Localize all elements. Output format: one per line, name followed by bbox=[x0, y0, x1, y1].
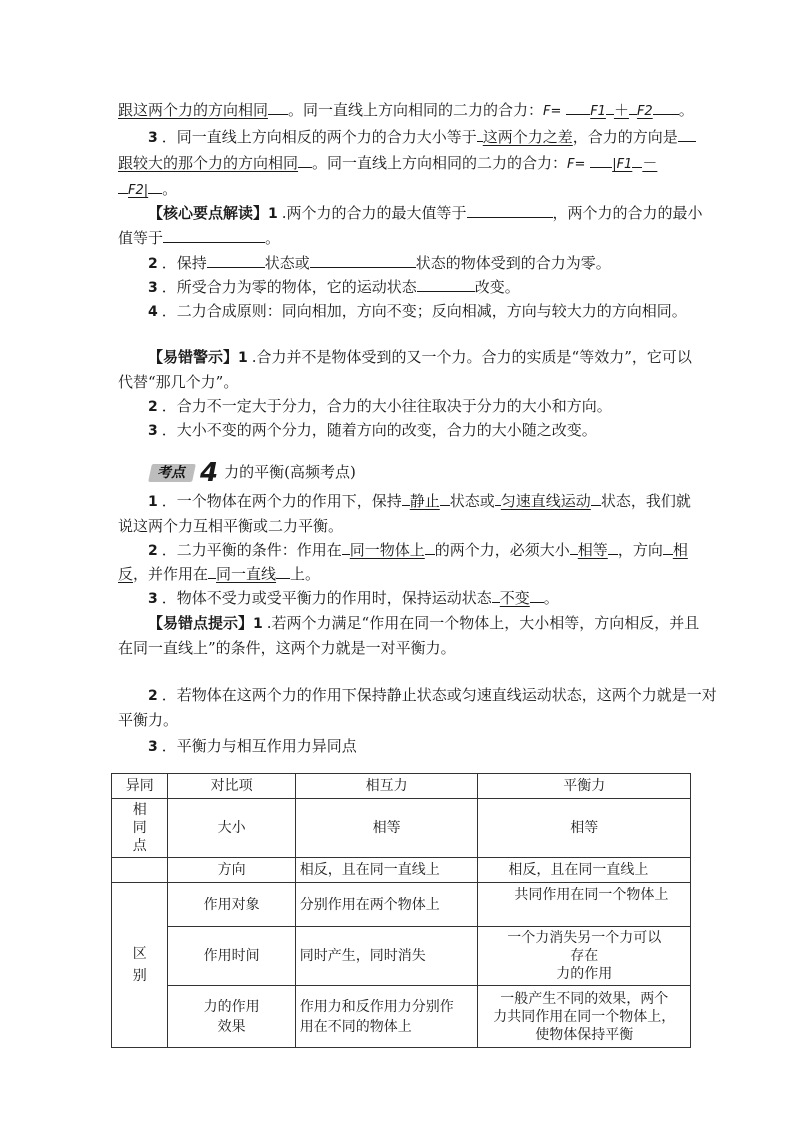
kaodian-number: 4 bbox=[200, 458, 219, 488]
para-line: 代替“那几个力”。 bbox=[118, 373, 239, 391]
answer: 同一直线 bbox=[216, 565, 277, 583]
para-line: 2 ．二力平衡的条件：作用在 同一物体上 的两个力，必须大小 相等 ，方向 相 bbox=[148, 541, 688, 559]
answer: |F1 bbox=[612, 157, 633, 172]
fill-blank bbox=[163, 227, 265, 243]
table-cell: 分别作用在两个物体上 bbox=[295, 883, 478, 927]
para-line: 3 ．平衡力与相互作用力异同点 bbox=[148, 737, 357, 755]
para-line: 3 ．大小不变的两个分力，随着方向的改变，合力的大小随之改变。 bbox=[148, 421, 597, 439]
table-cell: 相等 bbox=[478, 799, 691, 858]
table-cell: 一般产生不同的效果，两个 力共同作用在同一个物体上， 使物体保持平衡 bbox=[478, 986, 691, 1048]
fill-blank bbox=[310, 252, 416, 268]
para-line: 跟这两个力的方向相同 。同一直线上方向相同的二力的合力：F= F1 ＋ F2 。 bbox=[118, 101, 694, 119]
table-header: 对比项 bbox=[168, 774, 295, 799]
para-line: 3 ．同一直线上方向相反的两个力的合力大小等于 这两个力之差，合力的方向是 bbox=[148, 126, 696, 149]
table-cell: 共同作用在同一个物体上 bbox=[478, 883, 691, 927]
para-line: 4 ．二力合成原则：同向相加，方向不变；反向相减，方向与较大力的方向相同。 bbox=[148, 302, 687, 320]
para-line: 说这两个力互相平衡或二力平衡。 bbox=[118, 517, 344, 535]
answer: 同一物体上 bbox=[349, 541, 425, 559]
para-line: 跟较大的那个力的方向相同 。同一直线上方向相同的二力的合力：F= |F1 － bbox=[118, 154, 658, 172]
para-line: 平衡力。 bbox=[118, 711, 179, 729]
table-header: 平衡力 bbox=[478, 774, 691, 799]
kaodian-tag: 考点 bbox=[148, 464, 196, 482]
answer: 跟较大的那个力的方向相同 bbox=[118, 154, 299, 172]
section-label: 【核心要点解读】 bbox=[148, 204, 269, 222]
table-row bbox=[112, 883, 691, 927]
para-line: 2 ．若物体在这两个力的作用下保持静止状态或匀速直线运动状态，这两个力就是一对 bbox=[148, 686, 717, 704]
table-cell: 相 同 点 bbox=[112, 799, 168, 858]
answer: F1 bbox=[590, 104, 606, 119]
kaodian-title: 力的平衡(高频考点) bbox=[224, 463, 356, 481]
table-cell: 力的作用 效果 bbox=[168, 986, 295, 1048]
answer: 跟这两个力的方向相同 bbox=[118, 101, 269, 119]
fill-blank bbox=[417, 276, 475, 292]
answer: F2| bbox=[128, 183, 149, 198]
answer: 不变 bbox=[499, 589, 530, 607]
table-cell bbox=[112, 858, 168, 883]
para-line: F2| 。 bbox=[118, 178, 177, 202]
answer: F2 bbox=[636, 104, 653, 119]
tip-section: 【易错点提示】1 .若两个力满足“作用在同一个物体上，大小相等，方向相反，并且 bbox=[148, 614, 700, 632]
answer-blank bbox=[268, 99, 288, 115]
para-line: 在同一直线上”的条件，这两个力就是一对平衡力。 bbox=[118, 639, 456, 657]
answer: 反 bbox=[118, 565, 134, 583]
fill-blank bbox=[467, 202, 553, 218]
para-line: 反，并作用在 同一直线 上。 bbox=[118, 565, 321, 583]
answer: 匀速直线运动 bbox=[500, 492, 591, 510]
kaodian-heading bbox=[150, 458, 356, 488]
para-line: 值等于 。 bbox=[118, 229, 281, 247]
table-row bbox=[112, 799, 691, 858]
warn-section: 【易错警示】1 .合力并不是物体受到的又一个力。合力的实质是“等效力”，它可以 bbox=[148, 348, 692, 366]
para-line: 1 ．一个物体在两个力的作用下，保持 静止 状态或 匀速直线运动 状态，我们就 bbox=[148, 492, 691, 510]
answer: 这两个力之差 bbox=[482, 128, 573, 146]
table-cell: 作用时间 bbox=[168, 927, 295, 986]
fill-blank bbox=[207, 252, 265, 268]
table-cell: 同时产生，同时消失 bbox=[295, 927, 478, 986]
core-section: 【核心要点解读】1 .两个力的合力的最大值等于 ，两个力的合力的最小 bbox=[148, 204, 703, 222]
para-line: 2 ．保持 状态或 状态的物体受到的合力为零。 bbox=[148, 254, 611, 272]
table-cell: 一个力消失另一个力可以 存在 力的作用 bbox=[478, 927, 691, 986]
answer: 静止 bbox=[409, 492, 440, 510]
table-row bbox=[112, 986, 691, 1048]
comparison-table bbox=[111, 773, 691, 1048]
para-line: 3 ．物体不受力或受平衡力的作用时，保持运动状态 不变 。 bbox=[148, 589, 559, 607]
table-cell: 相等 bbox=[295, 799, 478, 858]
table-row bbox=[112, 858, 691, 883]
section-label: 【易错警示】 bbox=[148, 348, 239, 366]
answer: 相 bbox=[672, 541, 688, 559]
table-cell: 相反，且在同一直线上 bbox=[478, 858, 691, 883]
para-line: 2 ．合力不一定大于分力，合力的大小往往取决于分力的大小和方向。 bbox=[148, 397, 612, 415]
table-cell: 大小 bbox=[168, 799, 295, 858]
table-header: 异同 bbox=[112, 774, 168, 799]
section-label: 【易错点提示】 bbox=[148, 614, 254, 632]
para-line: 3 ．所受合力为零的物体，它的运动状态 改变。 bbox=[148, 278, 520, 296]
table-row bbox=[112, 927, 691, 986]
table-cell: 作用对象 bbox=[168, 883, 295, 927]
answer: 相等 bbox=[577, 541, 608, 559]
table-cell: 方向 bbox=[168, 858, 295, 883]
table-cell: 相反，且在同一直线上 bbox=[295, 858, 478, 883]
table-header-row bbox=[112, 774, 691, 799]
table-cell: 区 别 bbox=[112, 883, 168, 1048]
table-cell: 作用力和反作用力分别作 用在不同的物体上 bbox=[295, 986, 478, 1048]
table-header: 相互力 bbox=[295, 774, 478, 799]
